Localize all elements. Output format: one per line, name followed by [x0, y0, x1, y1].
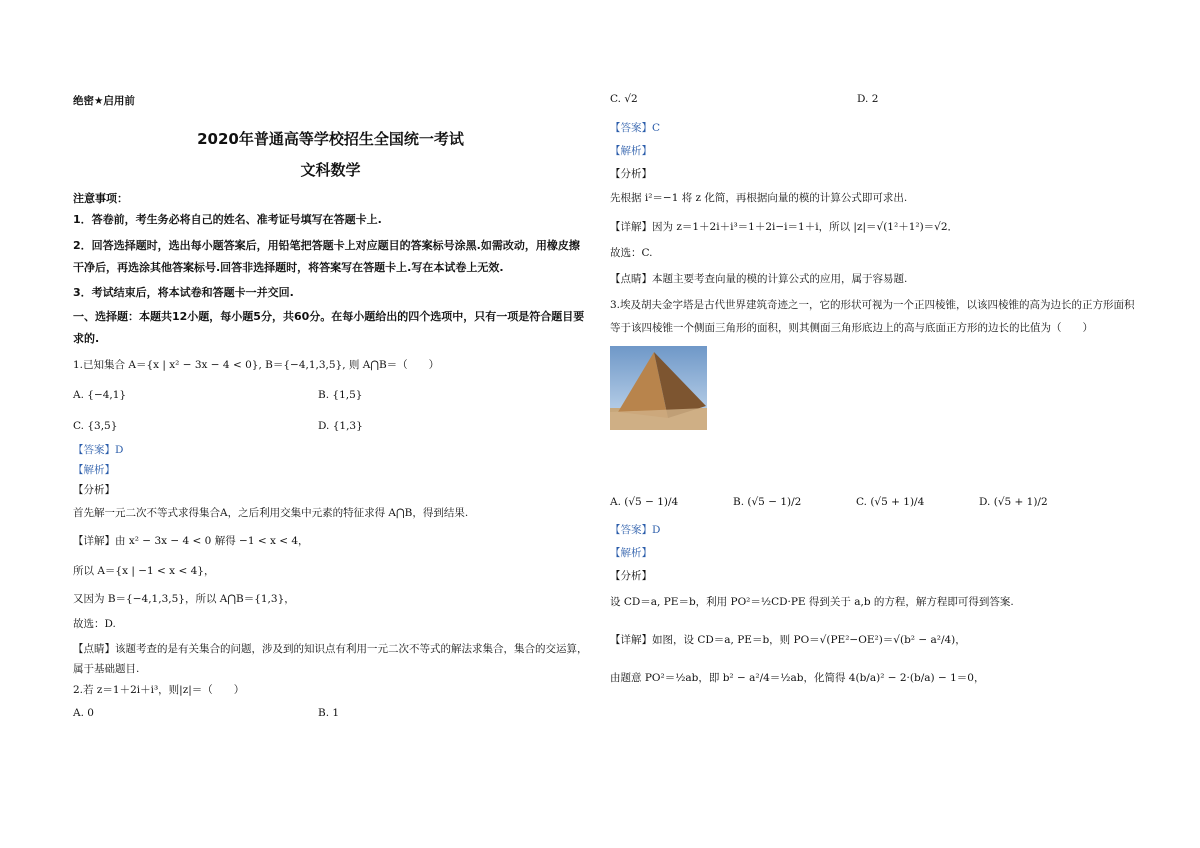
- q3-detail: 【详解】如图，设 CD＝a, PE＝b，则 PO＝√(PE²−OE²)＝√(b² − a²/4)，: [610, 634, 966, 646]
- q1-option: D. {1,3}: [318, 420, 363, 432]
- q3-analysis-tag: 【解析】: [610, 547, 652, 559]
- page-title: 2020年普通高等学校招生全国统一考试: [197, 130, 464, 148]
- notes-heading: 注意事项：: [73, 192, 128, 205]
- page-subtitle: 文科数学: [300, 161, 361, 179]
- q3-fenxi-tag: 【分析】: [610, 570, 652, 582]
- q1-option: C. {3,5}: [73, 420, 118, 432]
- q3-stem: 3.埃及胡夫金字塔是古代世界建筑奇迹之一，它的形状可视为一个正四棱锥，以该四棱锥的高为边长的正方形面积等于该四棱锥一个侧面三角形的面积，则其侧面三角形底边上的高与底面正方形的边长的比值为（ ）: [610, 299, 1135, 334]
- q1-fenxi-tag: 【分析】: [73, 484, 115, 496]
- q2-stem: 2.若 z＝1＋2i＋i³，则|z|＝（ ）: [73, 684, 245, 696]
- left-column: [73, 88, 588, 720]
- q2-options-row: [73, 706, 588, 720]
- pyramid-icon: [610, 346, 707, 430]
- q3-detail: 由题意 PO²＝½ab，即 b² − a²/4＝½ab，化简得 4(b/a)² − 2·(b/a) − 1＝0，: [610, 672, 985, 684]
- q1-options-row: [73, 388, 588, 402]
- q2-option: A. 0: [73, 707, 94, 719]
- q1-answer: 【答案】D: [73, 444, 124, 456]
- q1-dianjing: 【点睛】该题考查的是有关集合的问题，涉及到的知识点有利用一元二次不等式的解法求集合，集合的交运算，属于基础题目.: [73, 643, 588, 675]
- q2-option: C. √2: [610, 93, 638, 105]
- q2-options-row: [610, 92, 1142, 106]
- q2-fenxi-tag: 【分析】: [610, 168, 652, 180]
- q3-answer: 【答案】D: [610, 524, 661, 536]
- q2-detail: 【详解】因为 z＝1＋2i＋i³＝1＋2i−i＝1＋i，所以 |z|＝√(1²＋1²)＝√2．: [610, 221, 959, 233]
- q2-dianjing: 【点睛】本题主要考查向量的模的计算公式的应用，属于容易题.: [610, 273, 908, 285]
- pyramid-image: [610, 346, 707, 430]
- q2-conclusion: 故选：C.: [610, 247, 653, 259]
- q2-answer: 【答案】C: [610, 122, 661, 134]
- q3-option: B. (√5 − 1)/2: [733, 496, 802, 508]
- q1-detail: 故选：D.: [73, 618, 116, 630]
- q1-options-row: [73, 419, 588, 433]
- note-item: 2．回答选择题时，选出每小题答案后，用铅笔把答题卡上对应题目的答案标号涂黑.如需改动，用橡皮擦干净后，再选涂其他答案标号.回答非选择题时，将答案写在答题卡上.写在本试卷上无效.: [73, 239, 580, 274]
- q1-fenxi: 首先解一元二次不等式求得集合A，之后利用交集中元素的特征求得 A⋂B，得到结果.: [73, 507, 469, 519]
- q1-detail: 又因为 B＝{−4,1,3,5}，所以 A⋂B＝{1,3}，: [73, 593, 295, 605]
- q2-option: D. 2: [857, 93, 879, 105]
- q1-option: B. {1,5}: [318, 389, 363, 401]
- section-heading: 一、选择题：本题共12小题，每小题5分，共60分。在每小题给出的四个选项中，只有一项是符合题目要求的.: [73, 310, 585, 345]
- q2-analysis-tag: 【解析】: [610, 145, 652, 157]
- q3-option: C. (√5 + 1)/4: [856, 496, 925, 508]
- q3-option: A. (√5 − 1)/4: [610, 496, 679, 508]
- q1-detail: 所以 A＝{x | −1 < x < 4}，: [73, 565, 215, 577]
- q3-option: D. (√5 + 1)/2: [979, 496, 1048, 508]
- note-item: 3．考试结束后，将本试卷和答题卡一并交回.: [73, 286, 294, 299]
- q1-detail: 【详解】由 x² − 3x − 4 < 0 解得 −1 < x < 4，: [73, 535, 309, 547]
- q1-option: A. {−4,1}: [73, 389, 127, 401]
- note-item: 1．答卷前，考生务必将自己的姓名、准考证号填写在答题卡上.: [73, 213, 382, 226]
- q2-option: B. 1: [318, 707, 340, 719]
- q2-fenxi: 先根据 i²＝−1 将 z 化简，再根据向量的模的计算公式即可求出.: [610, 192, 908, 204]
- q1-stem: 1.已知集合 A＝{x | x² − 3x − 4 < 0}, B＝{−4,1,3,5}, 则 A⋂B＝（ ）: [73, 359, 440, 371]
- q3-options-row: [610, 496, 1142, 508]
- q3-fenxi: 设 CD＝a, PE＝b，利用 PO²＝½CD·PE 得到关于 a,b 的方程，解方程即可得到答案.: [610, 596, 1014, 608]
- q1-analysis-tag: 【解析】: [73, 464, 115, 476]
- secret-label: 绝密★启用前: [73, 95, 135, 107]
- right-column: [610, 88, 1142, 685]
